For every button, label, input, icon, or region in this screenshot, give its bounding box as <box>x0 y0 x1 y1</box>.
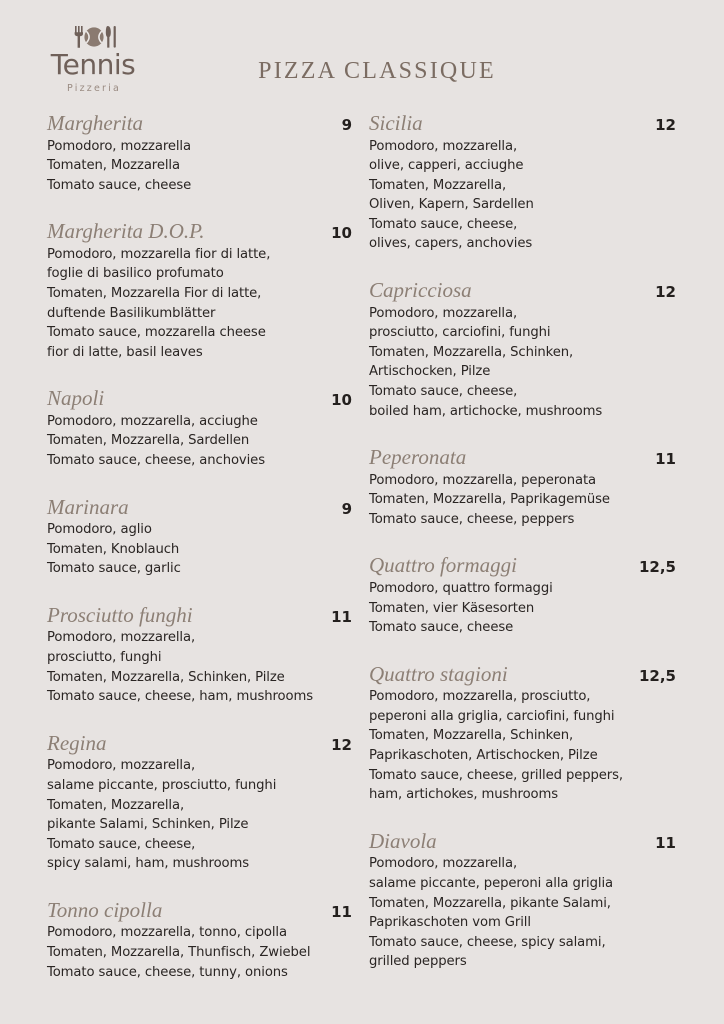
description-line: olives, capers, anchovies <box>369 236 533 252</box>
description-line: Pomodoro, mozzarella, acciughe <box>47 413 258 429</box>
description-line: fior di latte, basil leaves <box>47 344 203 360</box>
description-line: Tomaten, Mozzarella, Thunfisch, Zwiebel <box>47 945 311 961</box>
description-line: Artischocken, Pilze <box>369 364 491 380</box>
menu-item-description <box>47 520 352 579</box>
menu-item-name: Quattro formaggi <box>369 553 517 578</box>
menu-header <box>0 0 724 112</box>
description-line: Tomaten, vier Käsesorten <box>369 600 535 616</box>
menu-item-name: Capricciosa <box>369 278 472 303</box>
description-line: Tomaten, Mozzarella Fior di latte, <box>47 286 262 301</box>
menu-item-price: 12,5 <box>638 558 676 577</box>
menu-item-description <box>369 137 676 255</box>
description-line: Tomato sauce, cheese, <box>47 836 196 852</box>
brand-subtitle: Pizzeria <box>67 83 121 94</box>
menu-item <box>369 279 676 421</box>
description-line: Tomaten, Mozzarella, <box>369 177 507 193</box>
description-line: Oliven, Kapern, Sardellen <box>369 197 534 213</box>
menu-item <box>369 663 676 805</box>
menu-item-header <box>369 830 676 854</box>
menu-item-header <box>47 604 352 628</box>
menu-item <box>47 604 352 707</box>
menu-item <box>47 732 352 874</box>
description-line: grilled peppers <box>369 954 467 970</box>
brand-name: Tennis <box>50 48 136 81</box>
description-line: Tomato sauce, cheese, peppers <box>369 511 575 527</box>
menu-column-left <box>0 112 362 982</box>
menu-item-price: 11 <box>655 833 676 852</box>
menu-item-price: 9 <box>341 499 352 518</box>
page-title: PIZZA CLASSIQUE <box>258 58 496 84</box>
menu-item-description <box>369 471 676 530</box>
description-line: Tomaten, Mozzarella, Sardellen <box>47 433 250 449</box>
description-line: Tomaten, Mozzarella, Schinken, <box>369 344 574 360</box>
description-line: peperoni alla griglia, carciofini, funghi <box>369 708 615 724</box>
description-line: Paprikaschoten, Artischocken, Pilze <box>369 748 598 764</box>
menu-item-price: 12,5 <box>638 666 676 685</box>
menu-item-name: Tonno cipolla <box>47 897 163 922</box>
menu-item-price: 9 <box>341 116 352 134</box>
description-line: Pomodoro, mozzarella, prosciutto, <box>369 689 591 705</box>
description-line: Tomato sauce, cheese <box>369 620 514 636</box>
description-line: Pomodoro, mozzarella, tonno, cipolla <box>47 925 287 941</box>
description-line: salame piccante, peperoni alla griglia <box>369 875 613 891</box>
description-line: Tomaten, Mozzarella, <box>47 797 185 813</box>
description-line: ham, artichokes, mushrooms <box>369 787 559 803</box>
menu-column-right <box>362 112 724 982</box>
menu-item-header <box>47 899 352 923</box>
menu-item <box>369 830 676 972</box>
description-line: foglie di basilico profumato <box>47 266 224 282</box>
description-line: Pomodoro, mozzarella, <box>369 856 518 872</box>
menu-item-name: Diavola <box>369 828 437 853</box>
menu-item <box>47 387 352 470</box>
menu-item-name: Margherita <box>47 111 144 135</box>
menu-item-header <box>47 496 352 520</box>
menu-item <box>47 496 352 579</box>
menu-item-name: Sicilia <box>369 111 423 135</box>
menu-item-price: 10 <box>331 224 352 243</box>
menu-item-header <box>47 220 352 244</box>
menu-item-description <box>47 245 352 363</box>
description-line: olive, capperi, acciughe <box>369 158 524 174</box>
menu-item-description <box>369 687 676 805</box>
menu-item-header <box>369 554 676 578</box>
menu-item-description <box>47 137 352 196</box>
description-line: salame piccante, prosciutto, funghi <box>47 777 277 793</box>
description-line: Tomato sauce, mozzarella cheese <box>47 325 266 341</box>
menu-item-description <box>369 579 676 638</box>
menu-item-price: 11 <box>331 607 352 626</box>
description-line: Pomodoro, mozzarella, <box>369 138 518 154</box>
menu-item-name: Margherita D.O.P. <box>47 219 205 244</box>
description-line: Pomodoro, mozzarella, peperonata <box>369 472 597 488</box>
menu-item-name: Regina <box>47 730 107 755</box>
menu-item-description <box>369 854 676 972</box>
menu-item-name: Peperonata <box>369 445 467 470</box>
description-line: Tomato sauce, cheese, <box>369 216 518 232</box>
description-line: pikante Salami, Schinken, Pilze <box>47 817 249 833</box>
description-line: Tomato sauce, cheese, grilled peppers, <box>369 767 623 783</box>
menu-item-name: Prosciutto funghi <box>47 602 193 627</box>
description-line: Tomaten, Mozzarella, Schinken, <box>369 728 574 744</box>
description-line: Tomato sauce, cheese <box>47 177 192 193</box>
description-line: boiled ham, artichocke, mushrooms <box>369 403 603 419</box>
fork-tennisball-knife-icon <box>68 24 120 50</box>
description-line: Pomodoro, quattro formaggi <box>369 580 553 596</box>
menu-item <box>47 220 352 362</box>
menu-item-header <box>47 732 352 756</box>
menu-item-price: 11 <box>331 902 352 921</box>
description-line: Pomodoro, mozzarella, <box>369 305 518 321</box>
menu-item-name: Marinara <box>47 494 129 519</box>
menu-item <box>369 112 676 254</box>
menu-item <box>369 446 676 529</box>
description-line: prosciutto, funghi <box>47 650 162 666</box>
menu-columns <box>0 112 724 982</box>
description-line: Tomato sauce, cheese, <box>369 383 518 399</box>
description-line: Tomato sauce, cheese, ham, mushrooms <box>47 689 313 705</box>
description-line: Tomaten, Mozzarella, Schinken, Pilze <box>47 669 285 685</box>
menu-item-price: 10 <box>331 391 352 410</box>
menu-item <box>47 899 352 982</box>
menu-item-header <box>369 663 676 687</box>
description-line: duftende Basilikumblätter <box>47 305 216 321</box>
description-line: Tomaten, Knoblauch <box>47 541 180 557</box>
menu-item <box>47 112 352 195</box>
description-line: Pomodoro, mozzarella <box>47 138 191 154</box>
menu-item-name: Napoli <box>47 386 105 411</box>
menu-item-header <box>369 112 676 136</box>
description-line: Pomodoro, mozzarella, <box>47 630 196 646</box>
description-line: Tomato sauce, cheese, anchovies <box>47 453 265 469</box>
menu-item-description <box>47 923 352 982</box>
menu-item-name: Quattro stagioni <box>369 661 508 686</box>
menu-item-description <box>47 628 352 706</box>
description-line: spicy salami, ham, mushrooms <box>47 856 250 872</box>
description-line: Tomato sauce, garlic <box>47 561 181 577</box>
menu-item-description <box>369 304 676 422</box>
menu-item-header <box>47 112 352 136</box>
description-line: Tomato sauce, cheese, tunny, onions <box>47 964 288 980</box>
menu-item-price: 12 <box>331 735 352 754</box>
description-line: Pomodoro, aglio <box>47 522 152 538</box>
menu-item-header <box>47 387 352 411</box>
description-line: Pomodoro, mozzarella fior di latte, <box>47 246 271 262</box>
menu-item-header <box>369 279 676 303</box>
menu-item <box>369 554 676 637</box>
description-line: Pomodoro, mozzarella, <box>47 758 196 774</box>
description-line: Tomaten, Mozzarella, Paprikagemüse <box>369 492 610 508</box>
menu-item-description <box>47 756 352 874</box>
description-line: Tomaten, Mozzarella <box>47 158 180 174</box>
description-line: Tomaten, Mozzarella, pikante Salami, <box>369 895 611 911</box>
menu-item-price: 12 <box>655 116 676 134</box>
description-line: Tomato sauce, cheese, spicy salami, <box>369 934 606 950</box>
description-line: Paprikaschoten vom Grill <box>369 915 531 931</box>
menu-item-description <box>47 412 352 471</box>
description-line: prosciutto, carciofini, funghi <box>369 325 551 341</box>
menu-item-header <box>369 446 676 470</box>
menu-item-price: 12 <box>655 283 676 302</box>
menu-item-price: 11 <box>655 450 676 469</box>
